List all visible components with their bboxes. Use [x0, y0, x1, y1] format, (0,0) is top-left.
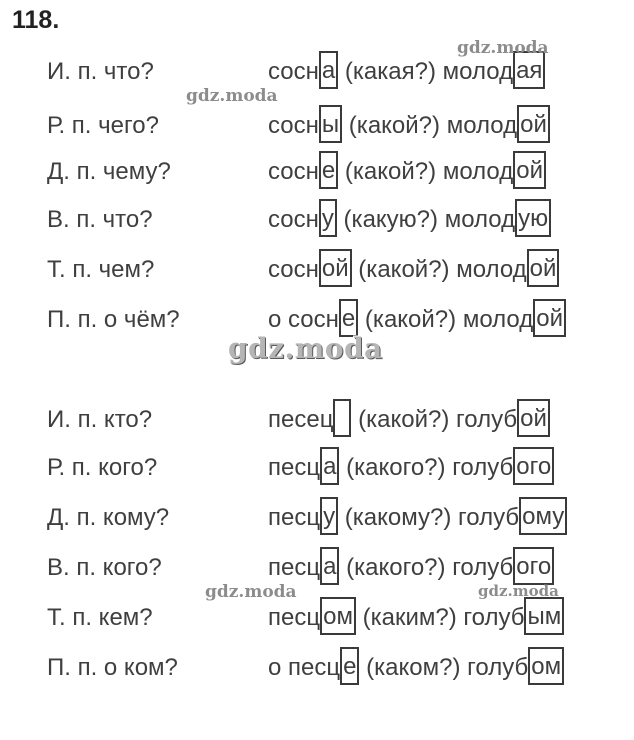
adjective-stem: молод [446, 112, 518, 139]
adjective-ending-box: ого [513, 547, 554, 585]
adjective-ending-box: ой [517, 399, 550, 437]
watermark: gdz.moda [186, 86, 278, 106]
adjective-stem: молод [442, 58, 514, 85]
adjective-stem: молод [444, 206, 516, 233]
adjective-ending-box: ого [513, 447, 554, 485]
adjective-stem: молод [456, 256, 527, 283]
watermark: gdz.moda [205, 582, 297, 602]
noun-stem: сосн [268, 158, 319, 185]
adjective-ending-box: ой [517, 105, 550, 143]
adjective-question: (какой?) [342, 112, 447, 139]
noun-stem: сосн [268, 206, 319, 233]
adjective-question: (какого?) [339, 454, 453, 481]
case-question: П. п. о ком? [47, 654, 178, 681]
case-question: П. п. о чём? [47, 306, 180, 333]
noun-stem: песц [268, 604, 321, 631]
case-question: Т. п. кем? [47, 604, 153, 631]
noun-stem: песц [268, 554, 321, 581]
declension-row [0, 104, 634, 148]
adjective-question: (каким?) [355, 604, 464, 631]
phrase [268, 496, 567, 540]
noun-ending-box: е [340, 647, 359, 685]
noun-ending-box: е [339, 299, 358, 337]
declension-row [0, 398, 634, 442]
adjective-question: (какому?) [338, 504, 459, 531]
case-question: И. п. что? [47, 58, 154, 85]
adjective-stem: молод [442, 158, 514, 185]
noun-stem: о сосн [268, 306, 339, 333]
adjective-question: (какой?) [351, 406, 457, 433]
adjective-question: (какой?) [351, 256, 457, 283]
declension-row [0, 248, 634, 292]
declension-row [0, 150, 634, 194]
adjective-question: (какой?) [358, 306, 463, 333]
case-question: Т. п. чем? [47, 256, 155, 283]
noun-stem: сосн [268, 112, 319, 139]
watermark: gdz.moda [478, 582, 559, 600]
watermark: gdz.moda [228, 332, 383, 365]
adjective-question: (какого?) [339, 554, 453, 581]
case-question: В. п. кого? [47, 554, 162, 581]
noun-ending-box: а [319, 51, 338, 89]
noun-stem: о песц [268, 654, 341, 681]
adjective-stem: молод [462, 306, 534, 333]
adjective-ending-box: ой [533, 299, 566, 337]
adjective-ending-box: ой [513, 151, 546, 189]
case-question: Р. п. кого? [47, 454, 158, 481]
adjective-ending-box: ому [519, 497, 567, 535]
declension-row [0, 198, 634, 242]
case-question: В. п. что? [47, 206, 153, 233]
adjective-ending-box: ым [524, 597, 564, 635]
noun-ending-box: а [320, 447, 339, 485]
phrase [268, 446, 554, 490]
case-question: Д. п. чему? [47, 158, 171, 185]
declension-row [0, 496, 634, 540]
adjective-ending-box: ая [513, 51, 545, 89]
adjective-stem: голуб [458, 504, 520, 531]
adjective-stem: голуб [452, 554, 514, 581]
noun-stem: песц [268, 504, 321, 531]
noun-stem: песец [268, 406, 334, 433]
adjective-stem: голуб [456, 406, 518, 433]
adjective-question: (каком?) [359, 654, 468, 681]
adjective-question: (какой?) [338, 158, 443, 185]
case-question: И. п. кто? [47, 406, 153, 433]
phrase [268, 198, 551, 242]
phrase [268, 596, 564, 640]
adjective-ending-box: ую [515, 199, 551, 237]
noun-stem: сосн [268, 58, 319, 85]
declension-row [0, 646, 634, 690]
noun-ending-box: е [319, 151, 338, 189]
case-question: Р. п. чего? [47, 112, 159, 139]
noun-stem: сосн [268, 256, 319, 283]
noun-ending-box: у [320, 497, 338, 535]
noun-ending-box: а [320, 547, 339, 585]
adjective-question: (какую?) [336, 206, 445, 233]
noun-ending-box: ом [320, 597, 356, 635]
phrase [268, 104, 550, 148]
declension-row [0, 446, 634, 490]
watermark: gdz.moda [457, 38, 549, 58]
case-question: Д. п. кому? [47, 504, 170, 531]
adjective-ending-box: ой [527, 249, 560, 287]
adjective-stem: голуб [452, 454, 514, 481]
exercise-number: 118. [12, 6, 60, 34]
noun-stem: песц [268, 454, 321, 481]
adjective-stem: голуб [463, 604, 525, 631]
noun-ending-box: ы [319, 105, 342, 143]
noun-ending-box: ой [319, 249, 352, 287]
phrase [268, 646, 564, 690]
adjective-ending-box: ом [528, 647, 564, 685]
phrase [268, 248, 559, 292]
phrase [268, 398, 550, 442]
noun-ending-box-empty [333, 399, 351, 437]
noun-ending-box: у [319, 199, 337, 237]
adjective-stem: голуб [467, 654, 529, 681]
phrase [268, 150, 546, 194]
adjective-question: (какая?) [338, 58, 443, 85]
declension-row [0, 596, 634, 640]
